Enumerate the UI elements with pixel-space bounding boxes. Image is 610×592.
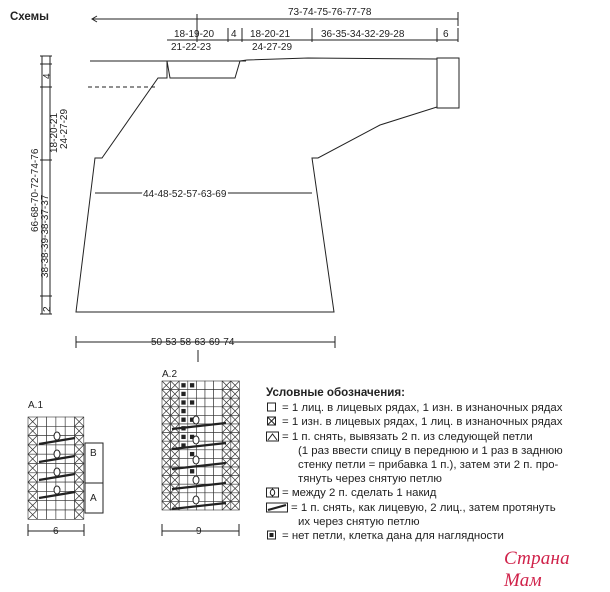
label-shoulder-b: 24-27-29 xyxy=(252,42,293,53)
label-body-length: 38-38-39-38-37-37 xyxy=(40,194,51,278)
legend-item-increase xyxy=(266,430,606,444)
label-yoke-b: 24-27-29 xyxy=(59,108,70,149)
sleeve-cuff xyxy=(437,58,459,108)
label-neck-small: 4 xyxy=(231,29,237,40)
legend-text: стенку петли = прибавка 1 п.), затем эти 2 п. про- xyxy=(298,459,559,472)
label-neck-a: 18-19-20 xyxy=(174,29,215,40)
label-hem: 2 xyxy=(42,306,53,312)
chart-a1-label: A.1 xyxy=(28,400,44,411)
legend-text: = нет петли, клетка дана для наглядности xyxy=(282,530,504,543)
purl-x-icon xyxy=(266,416,279,427)
garment-outline xyxy=(76,58,437,312)
label-chest-width: 44-48-52-57-63-69 xyxy=(143,189,227,200)
legend-text: = между 2 п. сделать 1 накид xyxy=(282,487,437,500)
label-sleeve-length: 73-74-75-76-77-78 xyxy=(288,7,372,18)
knit-square-icon xyxy=(266,402,279,413)
watermark: Страна Мам xyxy=(504,548,570,591)
chart-a1 xyxy=(28,400,103,537)
label-neck-b: 21-22-23 xyxy=(171,42,212,53)
stitch-grid xyxy=(162,381,239,510)
chart-a2-stitch-count: 9 xyxy=(196,526,202,537)
label-cuff: 6 xyxy=(443,29,449,40)
chart-a1-section-b: B xyxy=(90,448,97,459)
increase-icon xyxy=(266,431,279,442)
legend-text: тянуть через снятую петлю xyxy=(298,473,442,486)
label-neck-depth: 4 xyxy=(42,73,53,79)
legend-item-yarn-over xyxy=(266,486,606,500)
yarn-over-icon xyxy=(266,487,279,498)
legend-text: их через снятую петлю xyxy=(298,515,420,528)
legend-item-knit xyxy=(266,401,606,415)
label-total-length: 66-68-70-72-74-76 xyxy=(30,148,41,232)
chart-a1-stitch-count: 6 xyxy=(53,526,59,537)
chart-a2-label: A.2 xyxy=(162,369,178,380)
decrease-icon xyxy=(266,502,288,513)
legend-text: = 1 п. снять, вывязать 2 п. из следующей петли xyxy=(282,430,533,443)
label-bottom-width: 50-53-58-63-69-74 xyxy=(151,337,235,348)
legend-text: = 1 изн. в лицевых рядах, 1 лиц. в изнаночных рядах xyxy=(282,416,563,429)
chart-a2 xyxy=(162,369,239,537)
legend-item-decrease xyxy=(266,501,606,515)
schematic-title: Схемы xyxy=(10,11,49,23)
legend-text: = 1 лиц. в лицевых рядах, 1 изн. в изнаночных рядах xyxy=(282,402,563,415)
legend-text: = 1 п. снять, как лицевую, 2 лиц., затем протянуть xyxy=(291,501,556,514)
chart-a1-section-a: A xyxy=(90,493,97,504)
label-shoulder-a: 18-20-21 xyxy=(250,29,291,40)
label-sleeve-end: 36-35-34-32-29-28 xyxy=(321,29,405,40)
stitch-grid xyxy=(28,417,84,519)
no-stitch-icon xyxy=(266,530,279,541)
legend xyxy=(266,386,606,543)
label-yoke-a: 18-20-21 xyxy=(49,112,60,153)
legend-text: (1 раз ввести спицу в переднюю и 1 раз в заднюю xyxy=(298,444,563,457)
legend-item-no-stitch xyxy=(266,529,606,543)
legend-item-purl xyxy=(266,415,606,429)
legend-title: Условные обозначения: xyxy=(266,386,405,399)
